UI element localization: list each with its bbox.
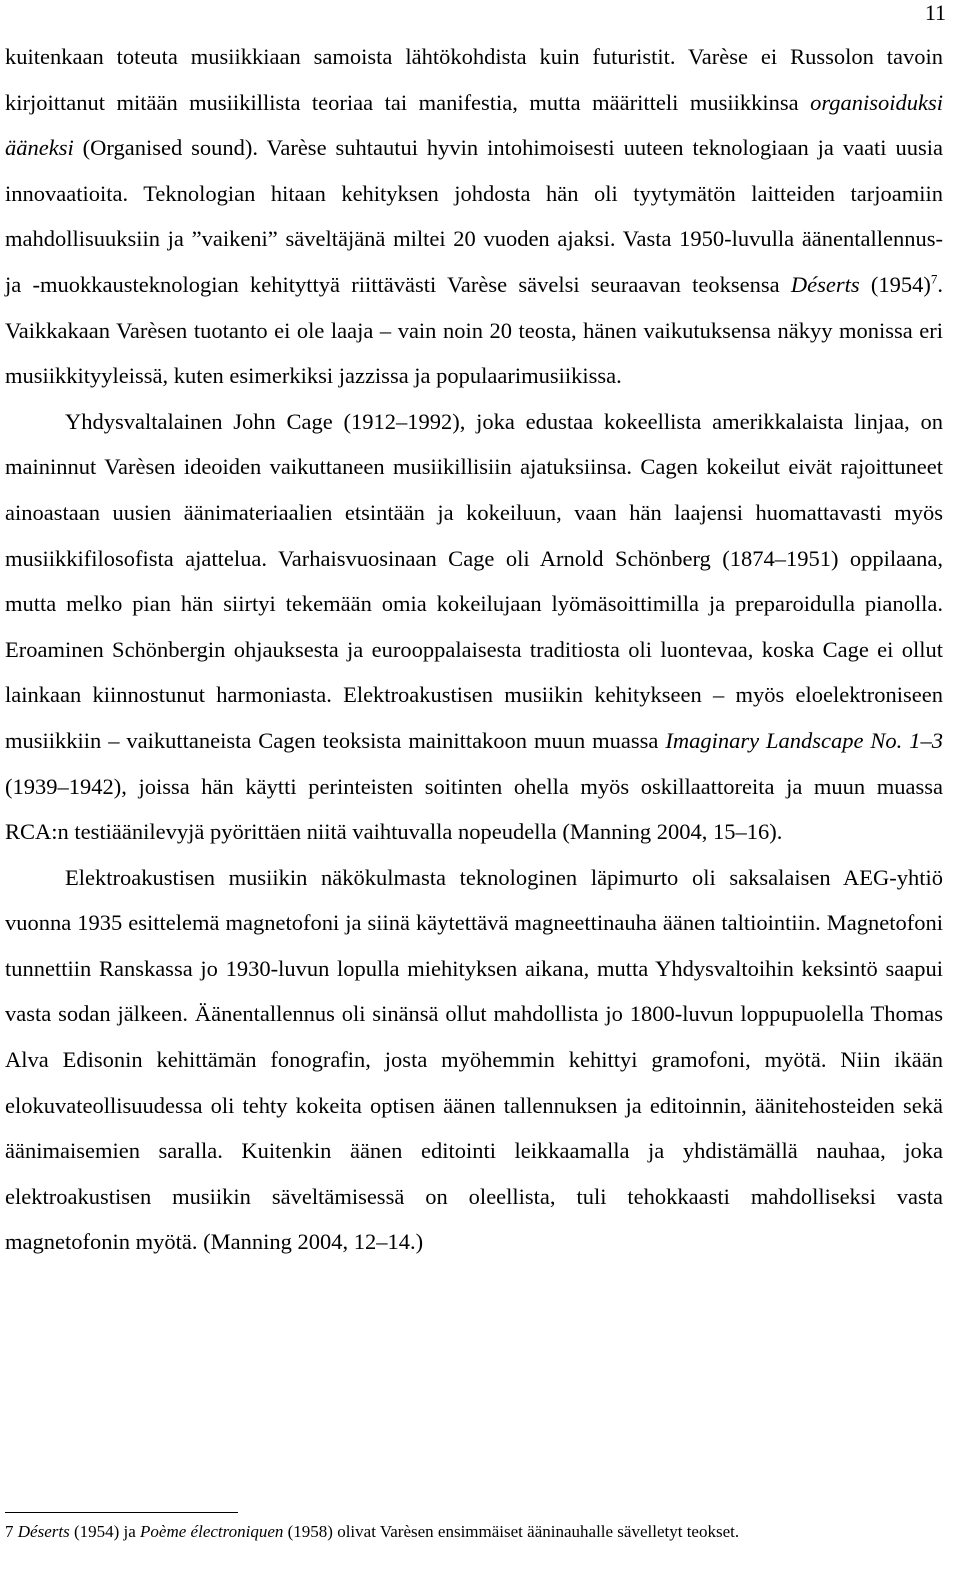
paragraph-2-text-a: Yhdysvaltalainen John Cage (1912–1992), joka edustaa kokeellista amerikkalaista linjaa, on maininnut Varèsen ideoiden vaikuttaneen musiikillisiin ajatuksiinsa. Cagen kokeilut eivät rajoittuneet ainoastaan uusien äänimateriaalien etsintään ja kokeiluun, vaan hän laajensi huomattavasti myös musiikkifilosofista ajattelua. Varhaisvuosinaan Cage oli Arnold Schönberg (1874–1951) oppilaana, mutta melko pian hän siirtyi tekemään omia kokeilujaan lyömäsoittimilla ja preparoidulla pianolla. Eroaminen Schönbergin ohjauksesta ja eurooppalaisesta traditiosta oli luontevaa, koska Cage ei ollut lainkaan kiinnostunut harmoniasta. Elektroakustisen musiikin kehitykseen – myös eloelektroniseen musiikkiin – vaikuttaneista Cagen teoksista mainittakoon muun muassa (5, 408, 943, 753)
paragraph-1-text-b: (Organised sound). Varèse suhtautui hyvin intohimoisesti uuteen teknologiaan ja vaati uusia innovaatioita. Teknologian hitaan kehityksen johdosta hän oli tyytymätön laitteiden tarjoamiin mahdollisuuksiin ja ”vaikeni” säveltäjänä miltei 20 vuoden ajaksi. Vasta 1950-luvulla äänentallennus- ja -muokkausteknologian kehityttyä riittävästi Varèse sävelsi seuraavan teoksensa (5, 135, 943, 297)
footnote-text-a: (1954) ja (69, 1522, 141, 1541)
body-text (5, 34, 943, 1265)
footnote (5, 1520, 943, 1544)
footnote-number: 7 (5, 1522, 18, 1541)
paragraph-1-work-title: Déserts (790, 271, 860, 297)
paragraph-3 (5, 855, 943, 1265)
paragraph-2-text-b: (1939–1942), joissa hän käytti perinteisten soitinten ohella myös oskillaattoreita ja muun muassa RCA:n testiäänilevyjä pyörittäen niitä vaihtuvalla nopeudella (Manning 2004, 15–16). (5, 773, 943, 845)
footnote-work-title-2: Poème électroniquen (140, 1522, 284, 1541)
paragraph-1-emphasis-term: organisoiduksi ääneksi (5, 89, 943, 161)
paragraph-2-work-title: Imaginary Landscape No. 1–3 (665, 727, 943, 753)
footnote-text-b: (1958) olivat Varèsen ensimmäiset ääninauhalle sävelletyt teokset. (283, 1522, 740, 1541)
paragraph-1-text-a: kuitenkaan toteuta musiikkiaan samoista lähtökohdista kuin futuristit. Varèse ei Russolon tavoin kirjoittanut mitään musiikillista teoriaa tai manifestia, mutta määritteli musiikkinsa (5, 44, 943, 115)
paragraph-2 (5, 399, 943, 855)
paragraph-1-text-c: (1954) (859, 271, 931, 297)
paragraph-1-text-d: . Vaikkakaan Varèsen tuotanto ei ole laaja – vain noin 20 teosta, hänen vaikutuksensa näkyy monissa eri musiikkityyleissä, kuten esimerkiksi jazzissa ja populaarimusiikissa. (5, 271, 943, 389)
footnote-work-title-1: Déserts (17, 1522, 70, 1541)
paragraph-3-text: Elektroakustisen musiikin näkökulmasta teknologinen läpimurto oli saksalaisen AEG-yhtiö vuonna 1935 esittelemä magnetofoni ja siinä käytettävä magneettinauha äänen taltiointiin. Magnetofoni tunnettiin Ranskassa jo 1930-luvun lopulla miehityksen aikana, mutta Yhdysvaltoihin keksintö saapui vasta sodan jälkeen. Äänentallennus oli sinänsä ollut mahdollista jo 1800-luvun loppupuolella Thomas Alva Edisonin kehittämän fonografin, josta myöhemmin kehittyi gramofoni, myötä. Niin ikään elokuvateollisuudessa oli tehty kokeita optisen äänen tallennuksen ja editoinnin, äänitehosteiden sekä äänimaisemien saralla. Kuitenkin äänen editointi leikkaamalla ja yhdistämällä nauhaa, joka elektroakustisen musiikin säveltämisessä on oleellista, tuli tehokkaasti mahdolliseksi vasta magnetofonin myötä. (Manning 2004, 12–14.) (5, 864, 943, 1255)
page-number: 11 (924, 0, 946, 25)
footnote-divider (5, 1512, 238, 1513)
paragraph-1 (5, 34, 943, 399)
footnote-reference: 7 (930, 271, 938, 287)
